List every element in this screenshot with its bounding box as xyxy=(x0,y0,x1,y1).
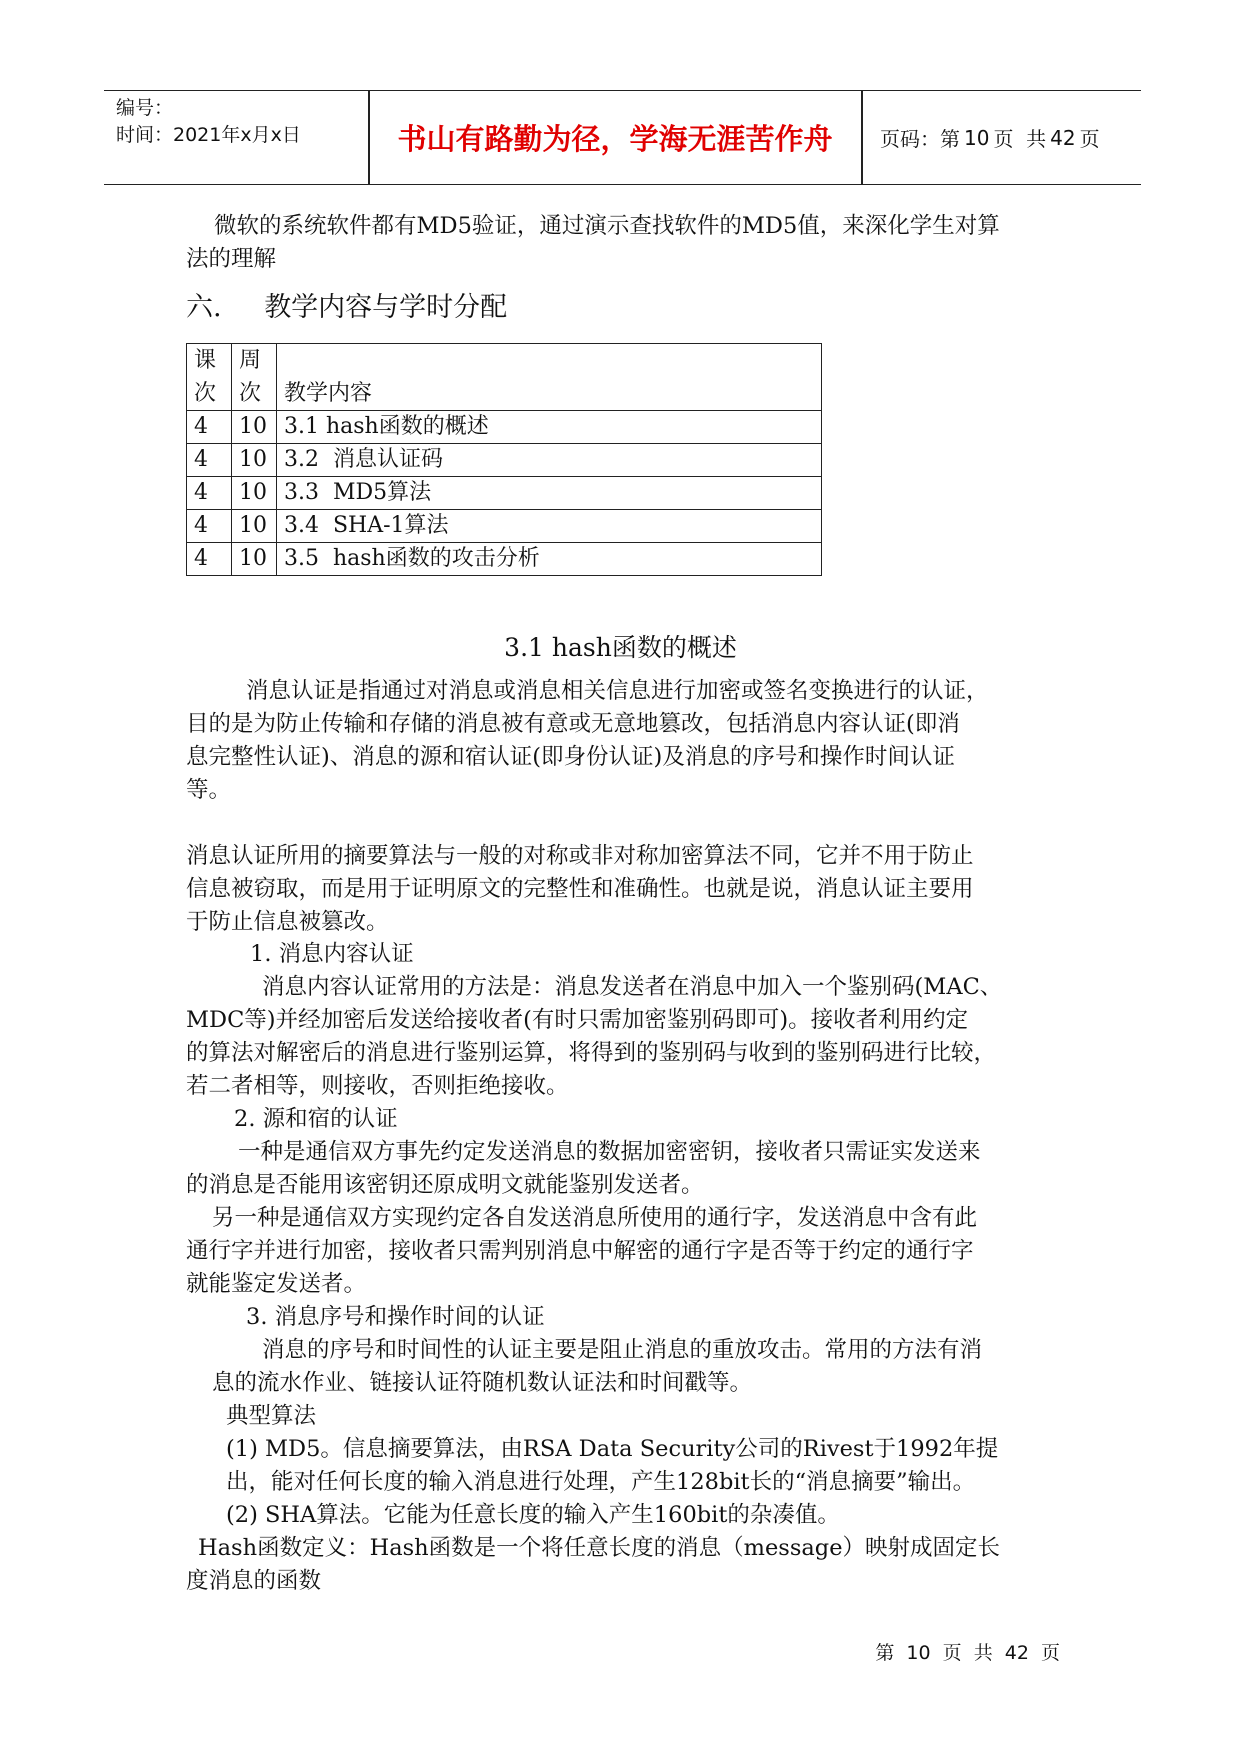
body-heading: 典型算法 xyxy=(226,1403,317,1429)
course-table xyxy=(186,343,822,576)
table-cell: 10 xyxy=(232,510,277,543)
header-motto: 书山有路勤为径，学海无涯苦作舟 xyxy=(397,122,833,156)
page-number: 10 xyxy=(964,125,990,150)
footer-prefix: 第 xyxy=(875,1642,895,1664)
body-line: (2) SHA算法。它能为任意长度的输入产生160bit的杂凑值。 xyxy=(226,1502,840,1528)
header-cell-text: 次 xyxy=(239,381,262,406)
table-cell: 3.5 hash函数的攻击分析 xyxy=(277,543,822,576)
header-cell-text: 课 xyxy=(194,348,217,373)
footer-mid: 页 共 xyxy=(942,1642,993,1664)
time-label: 时间：2021年x月x日 xyxy=(116,124,301,146)
table-cell: 10 xyxy=(232,411,277,444)
body-heading: 1. 消息内容认证 xyxy=(250,941,414,967)
table-cell: 10 xyxy=(232,477,277,510)
body-line: MDC等)并经加密后发送给接收者(有时只需加密鉴别码即可)。接收者利用约定 xyxy=(186,1007,969,1033)
table-cell: 4 xyxy=(187,543,232,576)
section-title: 教学内容与学时分配 xyxy=(264,292,508,323)
table-row xyxy=(187,543,822,576)
intro-line: 微软的系统软件都有MD5验证，通过演示查找软件的MD5值，来深化学生对算 xyxy=(214,213,1000,239)
body-line: 消息认证是指通过对消息或消息相关信息进行加密或签名变换进行的认证， xyxy=(246,678,989,704)
table-row xyxy=(187,444,822,477)
body-line: 消息内容认证常用的方法是：消息发送者在消息中加入一个鉴别码(MAC、 xyxy=(262,974,1003,1000)
table-cell: 3.3 MD5算法 xyxy=(277,477,822,510)
header-page-info xyxy=(864,91,1141,184)
body-line: 通行字并进行加密，接收者只需判别消息中解密的通行字是否等于约定的通行字 xyxy=(186,1238,974,1264)
body-line: 等。 xyxy=(186,777,232,803)
document-header xyxy=(104,90,1141,185)
header-cell-text: 周 xyxy=(239,348,262,373)
serial-label: 编号： xyxy=(116,97,174,119)
page-total: 42 xyxy=(1050,125,1076,150)
header-meta xyxy=(116,95,301,149)
footer-suffix: 页 xyxy=(1040,1642,1060,1664)
header-cell-content: 教学内容 xyxy=(277,344,822,411)
footer-page-total: 42 xyxy=(1004,1642,1029,1664)
header-cell-text: 次 xyxy=(194,381,217,406)
section-number: 六. xyxy=(186,292,222,323)
body-line: 度消息的函数 xyxy=(186,1568,322,1594)
body-line: 信息被窃取，而是用于证明原文的完整性和准确性。也就是说，消息认证主要用 xyxy=(186,876,974,902)
body-line: 的算法对解密后的消息进行鉴别运算，将得到的鉴别码与收到的鉴别码进行比较， xyxy=(186,1040,997,1066)
page-footer xyxy=(875,1638,1060,1665)
table-cell: 4 xyxy=(187,411,232,444)
body-heading: 3. 消息序号和操作时间的认证 xyxy=(246,1304,545,1330)
body-line: 消息认证所用的摘要算法与一般的对称或非对称加密算法不同，它并不用于防止 xyxy=(186,843,974,869)
footer-page-number: 10 xyxy=(906,1642,931,1664)
table-cell: 10 xyxy=(232,543,277,576)
table-cell: 4 xyxy=(187,510,232,543)
body-line: 息的流水作业、链接认证符随机数认证法和时间戳等。 xyxy=(212,1370,753,1396)
section-heading xyxy=(186,290,507,326)
table-cell: 3.2 消息认证码 xyxy=(277,444,822,477)
body-line: 出，能对任何长度的输入消息进行处理，产生128bit长的“消息摘要”输出。 xyxy=(226,1469,976,1495)
intro-line: 法的理解 xyxy=(186,246,277,272)
body-line: 另一种是通信双方实现约定各自发送消息所使用的通行字，发送消息中含有此 xyxy=(212,1205,978,1231)
body-line: 就能鉴定发送者。 xyxy=(186,1271,367,1297)
body-heading: 2. 源和宿的认证 xyxy=(234,1106,398,1132)
body-line: 于防止信息被篡改。 xyxy=(186,909,389,935)
table-cell: 3.1 hash函数的概述 xyxy=(277,411,822,444)
body-line: 消息的序号和时间性的认证主要是阻止消息的重放攻击。常用的方法有消 xyxy=(262,1337,983,1363)
page-suffix: 页 xyxy=(1079,127,1100,151)
table-cell: 10 xyxy=(232,444,277,477)
header-cell-lesson xyxy=(187,344,232,411)
table-cell: 4 xyxy=(187,444,232,477)
page-prefix: 页码：第 xyxy=(880,127,960,151)
body-line: 目的是为防止传输和存储的消息被有意或无意地篡改，包括消息内容认证(即消 xyxy=(186,711,960,737)
header-divider xyxy=(861,91,863,184)
table-row xyxy=(187,477,822,510)
body-line: 息完整性认证)、消息的源和宿认证(即身份认证)及消息的序号和操作时间认证 xyxy=(186,744,955,770)
subsection-title: 3.1 hash函数的概述 xyxy=(504,633,737,662)
body-line: 的消息是否能用该密钥还原成明文就能鉴别发送者。 xyxy=(186,1172,704,1198)
table-row xyxy=(187,411,822,444)
body-line: 若二者相等，则接收，否则拒绝接收。 xyxy=(186,1073,569,1099)
table-header-row xyxy=(187,344,822,411)
body-line: 一种是通信双方事先约定发送消息的数据加密密钥，接收者只需证实发送来 xyxy=(238,1139,981,1165)
body-line: (1) MD5。信息摘要算法，由RSA Data Security公司的Rivest于1992年提 xyxy=(226,1436,999,1462)
body-line: Hash函数定义：Hash函数是一个将任意长度的消息（message）映射成固定长 xyxy=(198,1535,1001,1561)
table-cell: 4 xyxy=(187,477,232,510)
table-row xyxy=(187,510,822,543)
header-cell-week xyxy=(232,344,277,411)
page-mid: 页 共 xyxy=(993,127,1047,151)
table-cell: 3.4 SHA-1算法 xyxy=(277,510,822,543)
